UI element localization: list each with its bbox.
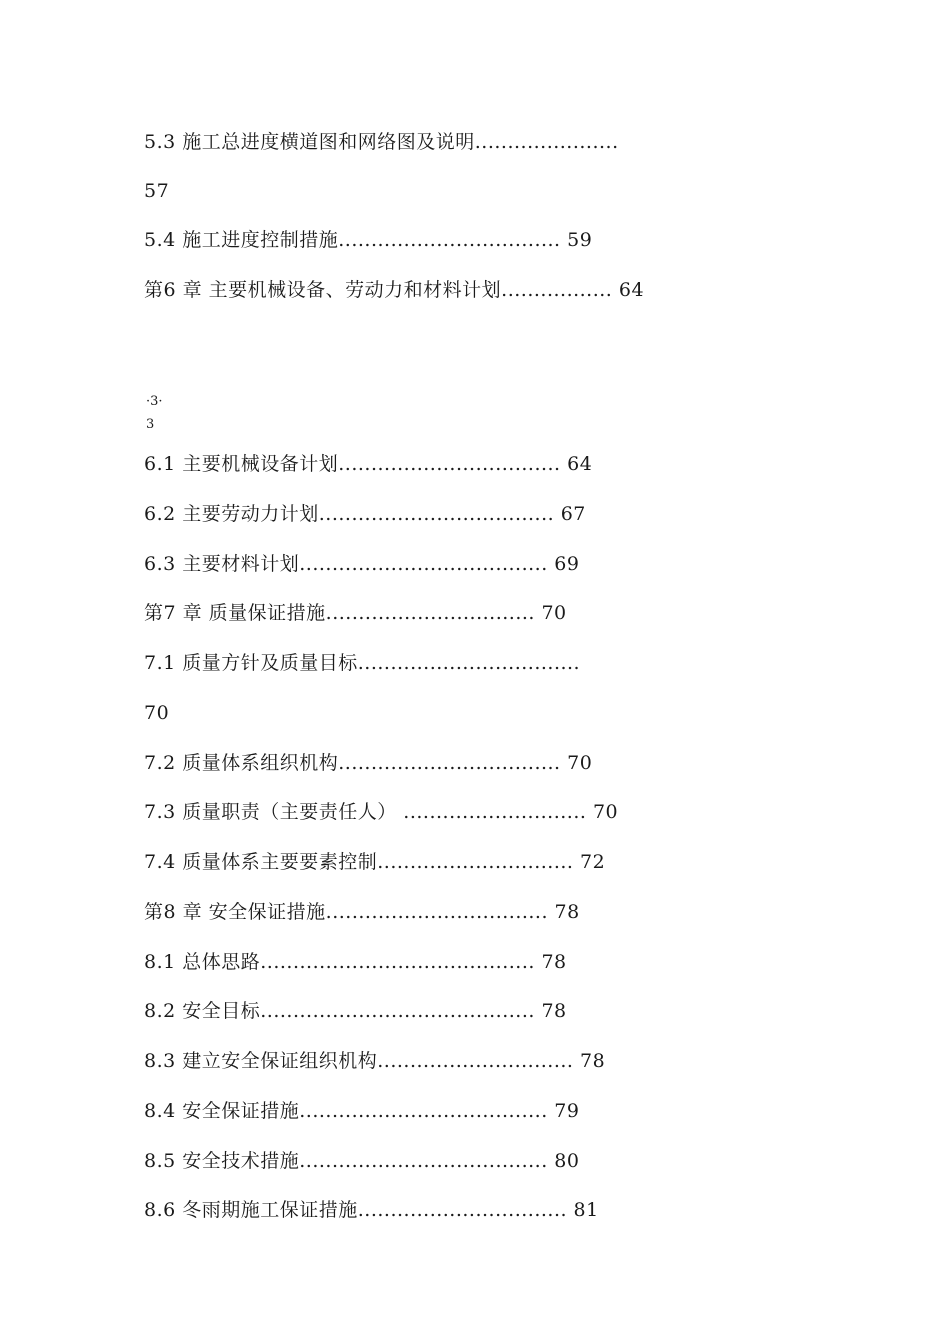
toc-line: 8.4 安全保证措施...................................... 79 <box>144 1100 580 1122</box>
toc-line: 第8 章 安全保证措施.................................. 78 <box>144 901 580 923</box>
toc-line: 8.2 安全目标.......................................... 78 <box>144 1000 567 1022</box>
toc-line: 7.4 质量体系主要要素控制.............................. 72 <box>144 851 606 873</box>
toc-line: 7.2 质量体系组织机构.................................. 70 <box>144 752 593 774</box>
toc-line: 7.1 质量方针及质量目标.................................. <box>144 652 581 674</box>
toc-line: 8.6 冬雨期施工保证措施................................ 81 <box>144 1199 599 1221</box>
toc-line: 7.3 质量职责（主要责任人） ............................ 70 <box>144 801 619 823</box>
toc-line: 5.4 施工进度控制措施.................................. 59 <box>144 229 593 251</box>
toc-line: 70 <box>144 702 170 724</box>
page-number: 3 <box>146 417 155 432</box>
toc-line: 8.3 建立安全保证组织机构.............................. 78 <box>144 1050 606 1072</box>
toc-line: 第7 章 质量保证措施................................ 70 <box>144 602 567 624</box>
toc-line: 5.3 施工总进度横道图和网络图及说明...................... <box>144 131 619 153</box>
toc-line: 6.1 主要机械设备计划.................................. 64 <box>144 453 593 475</box>
toc-line: 6.2 主要劳动力计划.................................... 67 <box>144 503 586 525</box>
toc-line: 6.3 主要材料计划...................................... 69 <box>144 553 580 575</box>
toc-line: 第6 章 主要机械设备、劳动力和材料计划................. 64 <box>144 279 645 301</box>
toc-line: 57 <box>144 180 170 202</box>
page-number-decorated: ·3· <box>146 394 163 409</box>
toc-line: 8.5 安全技术措施...................................... 80 <box>144 1150 580 1172</box>
toc-line: 8.1 总体思路.......................................... 78 <box>144 951 567 973</box>
